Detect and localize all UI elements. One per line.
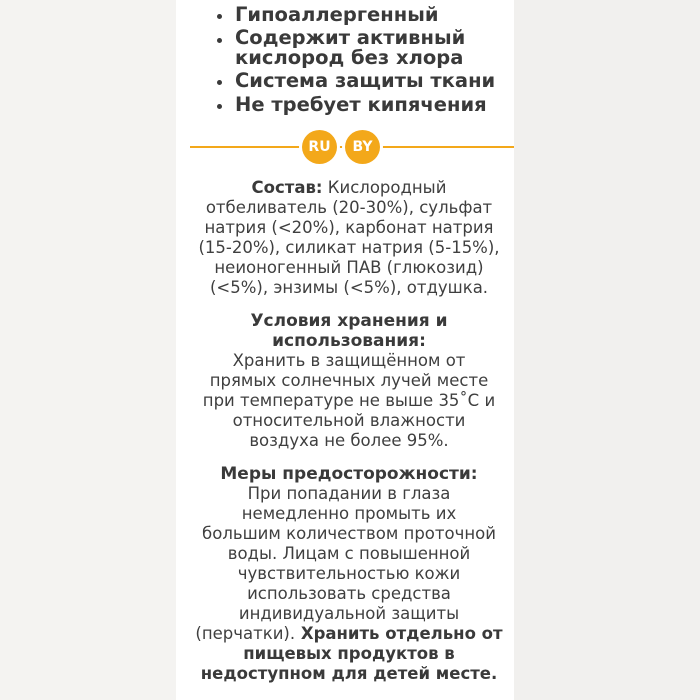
precautions-section: [184, 464, 514, 684]
composition-label: Состав:: [251, 178, 323, 197]
bullet-icon: [217, 104, 222, 109]
benefit-item: [211, 28, 511, 68]
benefit-item: [211, 70, 511, 92]
storage-line: воздуха не более 95%.: [249, 431, 449, 450]
bullet-icon: [217, 38, 222, 43]
storage-heading: использования:: [272, 331, 426, 351]
precautions-warning-text: Хранить отдельно от: [295, 624, 503, 643]
benefits-list: [211, 4, 511, 118]
composition-line: (<5%), энзимы (<5%), отдушка.: [209, 278, 489, 297]
precautions-text: (перчатки).: [195, 624, 296, 643]
benefit-text: Система защиты ткани: [235, 69, 496, 92]
storage-section: [184, 311, 514, 451]
benefit-text: Содержит активный кислород без хлора: [235, 26, 466, 69]
composition-line: неионогенный ПАВ (глюкозид): [214, 258, 484, 277]
precautions-line: использовать средства: [247, 584, 451, 603]
precautions-line: [184, 624, 514, 644]
storage-line: прямых солнечных лучей месте: [209, 371, 489, 390]
benefit-item: [211, 4, 511, 26]
precautions-line: большим количеством проточной: [202, 524, 496, 543]
storage-line: Хранить в защищённом от: [232, 351, 466, 370]
precautions-warning-line: пищевых продуктов в: [243, 644, 455, 663]
storage-line: относительной влажности: [232, 411, 466, 430]
storage-line: при температуре не выше 35˚С и: [202, 391, 496, 410]
left-background: [0, 0, 176, 700]
language-badges: [302, 130, 380, 164]
precautions-warning-line: недоступном для детей месте.: [200, 664, 498, 683]
benefit-item: [211, 94, 511, 116]
composition-section: [184, 178, 514, 298]
right-background: [514, 0, 700, 700]
storage-heading: Условия хранения и: [250, 311, 448, 331]
precautions-line: чувствительностью кожи: [237, 564, 461, 583]
language-badge-ru: RU: [302, 130, 337, 164]
composition-line: (15-20%), силикат натрия (5-15%),: [198, 238, 500, 257]
language-badge-by: BY: [345, 130, 380, 164]
benefit-text: Гипоаллергенный: [235, 3, 439, 26]
composition-line: натрия (<20%), карбонат натрия: [204, 218, 494, 237]
precautions-heading: Меры предосторожности:: [220, 464, 478, 484]
bullet-icon: [217, 80, 222, 85]
composition-text: Кислородный: [327, 178, 447, 197]
precautions-line: индивидуальной защиты: [238, 604, 460, 623]
bullet-icon: [217, 14, 222, 19]
precautions-line: немедленно промыть их: [241, 504, 457, 523]
precautions-line: воды. Лицам с повышенной: [227, 544, 471, 563]
composition-line: [184, 178, 514, 198]
precautions-line: При попадании в глаза: [247, 484, 451, 503]
composition-line: отбеливатель (20-30%), сульфат: [205, 198, 493, 217]
benefit-text: Не требует кипячения: [235, 93, 487, 116]
